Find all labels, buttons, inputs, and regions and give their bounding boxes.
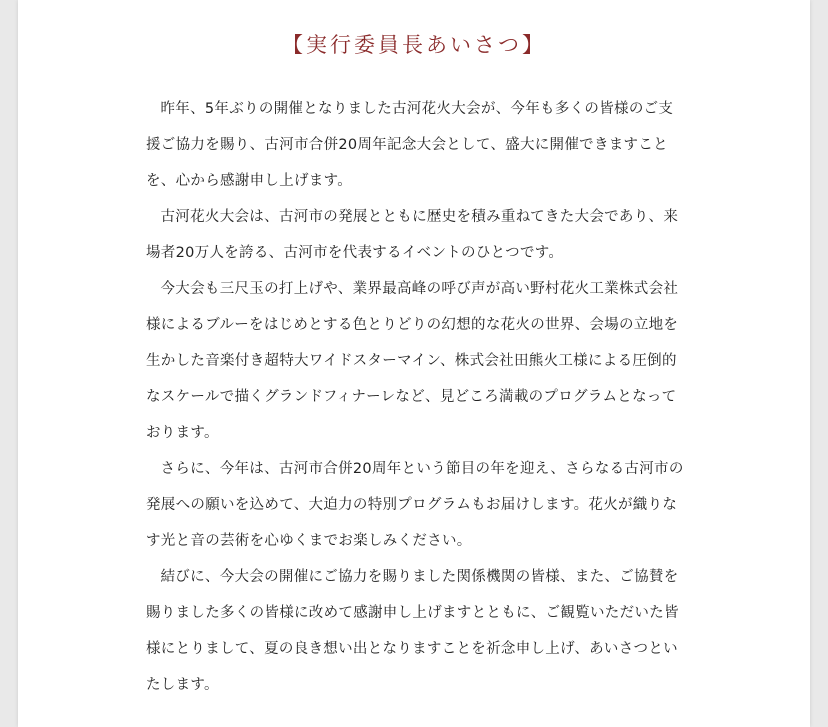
document-page xyxy=(18,0,810,727)
paragraph-5: 結びに、今大会の開催にご協力を賜りました関係機関の皆様、また、ご協賛を賜りました多くの皆様に改めて感謝申し上げますとともに、ご観覧いただいた皆様にとりまして、夏の良き想い出となりますことを祈念申し上げ、あいさつといたします。 xyxy=(146,569,679,693)
paragraph-1: 昨年、5年ぶりの開催となりました古河花火大会が、今年も多くの皆様のご支援ご協力を賜り、古河市合併20周年記念大会として、盛大に開催できますことを、心から感謝申し上げます。 xyxy=(146,101,674,189)
paragraph-4: さらに、今年は、古河市合併20周年という節目の年を迎え、さらなる古河市の発展への願いを込めて、大迫力の特別プログラムもお届けします。花火が織りなす光と音の芸術を心ゆくまでお楽しみください。 xyxy=(146,461,684,549)
paragraph-2: 古河花火大会は、古河市の発展とともに歴史を積み重ねてきた大会であり、来場者20万人を誇る、古河市を代表するイベントのひとつです。 xyxy=(146,209,679,261)
greeting-body xyxy=(146,91,686,703)
paragraph-3: 今大会も三尺玉の打上げや、業界最高峰の呼び声が高い野村花火工業株式会社様によるブルーをはじめとする色とりどりの幻想的な花火の世界、会場の立地を生かした音楽付き超特大ワイドスターマイン、株式会社田熊火工様による圧倒的なスケールで描くグランドフィナーレなど、見どころ満載のプログラムとなっております。 xyxy=(146,281,679,441)
page-title: 【実行委員長あいさつ】 xyxy=(282,33,546,57)
